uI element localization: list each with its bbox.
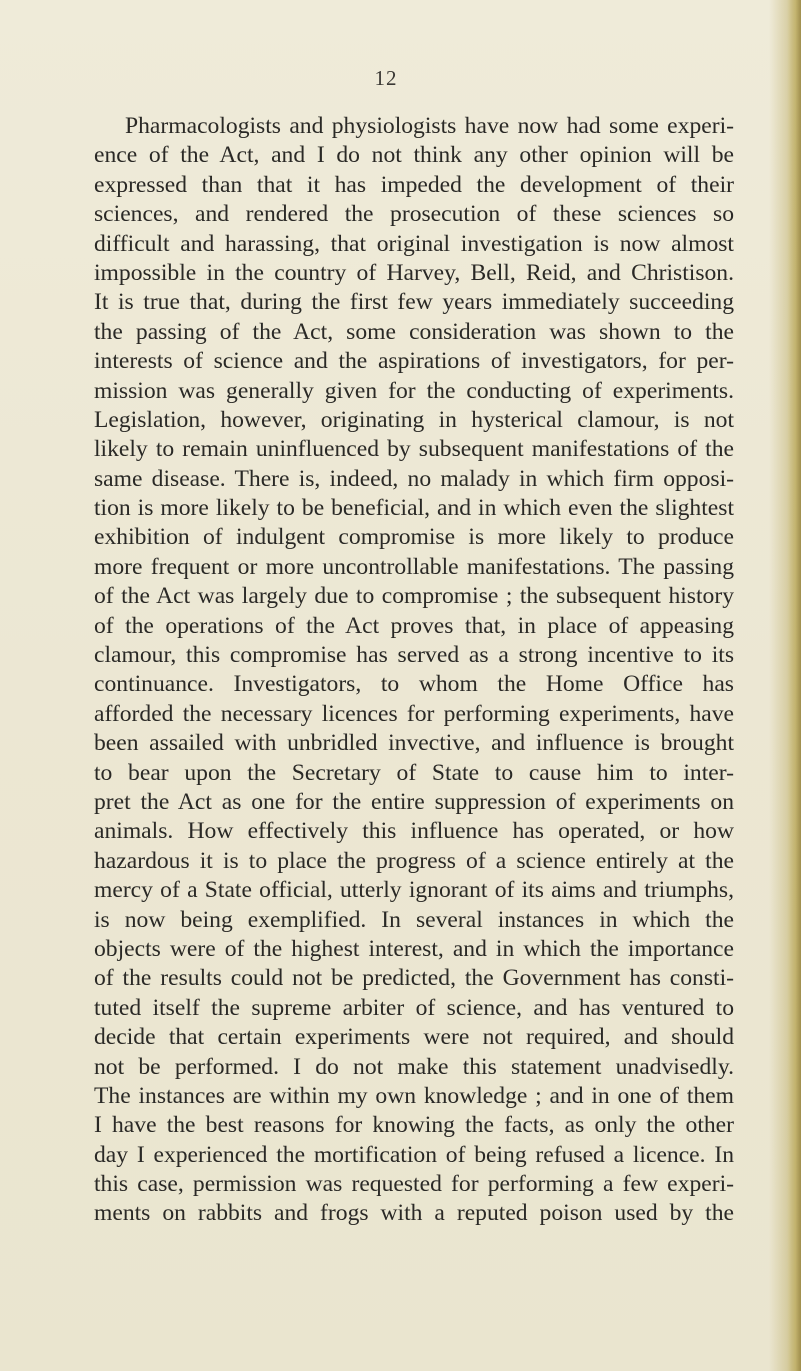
text-line: of the operations of the Act proves that, in place of appeasing (94, 612, 734, 639)
text-line: the passing of the Act, some consideration was shown to the (94, 318, 734, 345)
text-line: The instances are within my own knowledge ; and in one of them (94, 1082, 734, 1109)
text-line: It is true that, during the first few years immediately succeeding (94, 289, 734, 316)
text-line: of the results could not be predicted, the Government has consti- (94, 965, 734, 992)
text-line: clamour, this compromise has served as a strong incentive to its (94, 642, 734, 669)
text-line: Pharmacologists and physiologists have now had some experi- (125, 113, 734, 139)
text-line: Legislation, however, originating in hysterical clamour, is not (94, 406, 734, 433)
text-line: pret the Act as one for the entire suppression of experiments on (94, 788, 734, 815)
text-line: difficult and harassing, that original investigation is now almost (94, 230, 734, 257)
text-line: tuted itself the supreme arbiter of science, and has ventured to (94, 994, 734, 1021)
body-text (94, 112, 734, 1229)
text-line: tion is more likely to be beneficial, and in which even the slightest (94, 495, 734, 522)
text-line: to bear upon the Secretary of State to cause him to inter- (94, 759, 734, 786)
text-line: sciences, and rendered the prosecution of these sciences so (94, 201, 734, 228)
text-line: afforded the necessary licences for performing experiments, have (94, 700, 734, 727)
text-line: mercy of a State official, utterly ignorant of its aims and triumphs, (94, 877, 734, 904)
text-line: more frequent or more uncontrollable manifestations. The passing (94, 553, 734, 580)
text-line: same disease. There is, indeed, no malady in which firm opposi- (94, 465, 734, 492)
text-line: ments on rabbits and frogs with a reputed poison used by the (94, 1200, 734, 1227)
text-line: continuance. Investigators, to whom the Home Office has (94, 671, 734, 698)
text-line: exhibition of indulgent compromise is more likely to produce (94, 524, 734, 551)
text-line: animals. How effectively this influence has operated, or how (94, 818, 734, 845)
text-line: mission was generally given for the conducting of experiments. (94, 377, 734, 404)
text-line: impossible in the country of Harvey, Bell, Reid, and Christison. (94, 259, 734, 286)
text-line: objects were of the highest interest, and in which the importance (94, 935, 734, 962)
text-line: been assailed with unbridled invective, and influence is brought (94, 730, 734, 757)
text-line: day I experienced the mortification of being refused a licence. In (94, 1141, 734, 1168)
text-line: this case, permission was requested for performing a few experi- (94, 1171, 734, 1198)
text-line: decide that certain experiments were not required, and should (94, 1024, 734, 1051)
text-line: I have the best reasons for knowing the facts, as only the other (94, 1112, 734, 1139)
text-line: is now being exemplified. In several instances in which the (94, 906, 734, 933)
text-line: interests of science and the aspirations of investigators, for per- (94, 348, 734, 375)
page-edge-shadow (787, 0, 801, 1371)
text-line: hazardous it is to place the progress of a science entirely at the (94, 847, 734, 874)
text-line: not be performed. I do not make this statement unadvisedly. (94, 1053, 734, 1080)
text-line: ence of the Act, and I do not think any other opinion will be (94, 142, 734, 169)
page-number: 12 (374, 66, 398, 90)
text-line: of the Act was largely due to compromise ; the subsequent history (94, 583, 734, 610)
text-line: expressed than that it has impeded the development of their (94, 171, 734, 198)
text-line: likely to remain uninfluenced by subsequent manifestations of the (94, 436, 734, 463)
